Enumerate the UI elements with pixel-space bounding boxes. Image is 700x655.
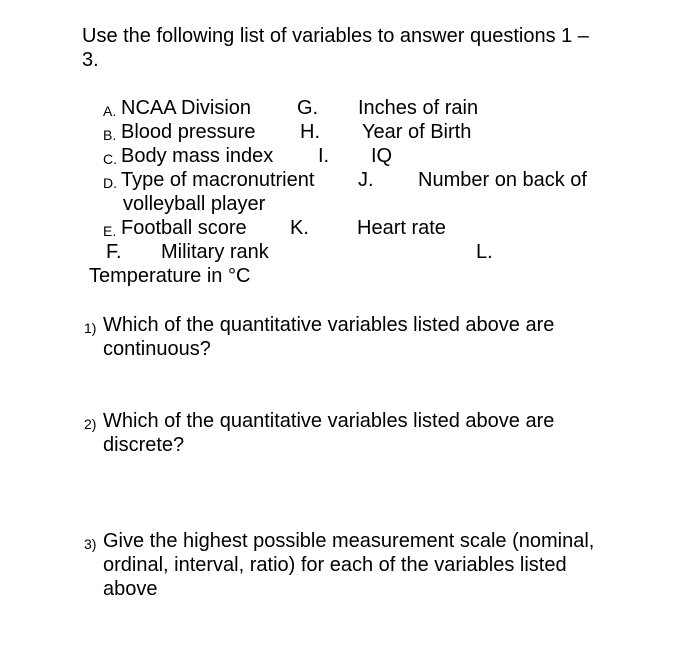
variable-marker-d: D.: [103, 175, 117, 191]
variable-e: Football score: [121, 217, 247, 239]
variable-h: Year of Birth: [362, 121, 472, 143]
question-number: 3): [84, 536, 97, 552]
variable-marker-j: J.: [358, 169, 374, 191]
variable-marker-g: G.: [297, 97, 319, 119]
question-text-line: ordinal, interval, ratio) for each of the variables listed: [103, 554, 567, 576]
variable-f: Military rank: [161, 241, 269, 263]
variable-marker-b: B.: [103, 127, 117, 143]
variable-k: Heart rate: [357, 217, 446, 239]
question-text-line: continuous?: [103, 338, 211, 360]
variable-marker-l: L.: [476, 241, 493, 263]
variable-b: Blood pressure: [121, 121, 256, 143]
question-text-line: Which of the quantitative variables listed above are: [103, 314, 555, 336]
question-number: 2): [84, 416, 97, 432]
variable-marker-e: E.: [103, 223, 117, 239]
question-text-line: discrete?: [103, 434, 185, 456]
variable-c: Body mass index: [121, 145, 274, 167]
variable-i: IQ: [371, 145, 393, 167]
question-text-line: Give the highest possible measurement scale (nominal,: [103, 530, 595, 552]
question-text-line: Which of the quantitative variables listed above are: [103, 410, 555, 432]
variable-l: Temperature in °C: [89, 265, 251, 287]
variable-marker-k: K.: [290, 217, 309, 239]
variable-j: Number on back of: [418, 169, 587, 191]
variable-d-continuation: volleyball player: [123, 193, 266, 215]
variable-d: Type of macronutrient: [121, 169, 315, 191]
variable-marker-a: A.: [103, 103, 117, 119]
variable-marker-f: F.: [106, 241, 122, 263]
intro-line-2: 3.: [82, 49, 99, 71]
question-number: 1): [84, 320, 97, 336]
variable-g: Inches of rain: [358, 97, 479, 119]
variable-a: NCAA Division: [121, 97, 252, 119]
variable-marker-i: I.: [318, 145, 330, 167]
variable-marker-h: H.: [300, 121, 320, 143]
variable-marker-c: C.: [103, 151, 117, 167]
question-text-line: above: [103, 578, 158, 600]
intro-line-1: Use the following list of variables to answer questions 1 –: [82, 25, 589, 47]
